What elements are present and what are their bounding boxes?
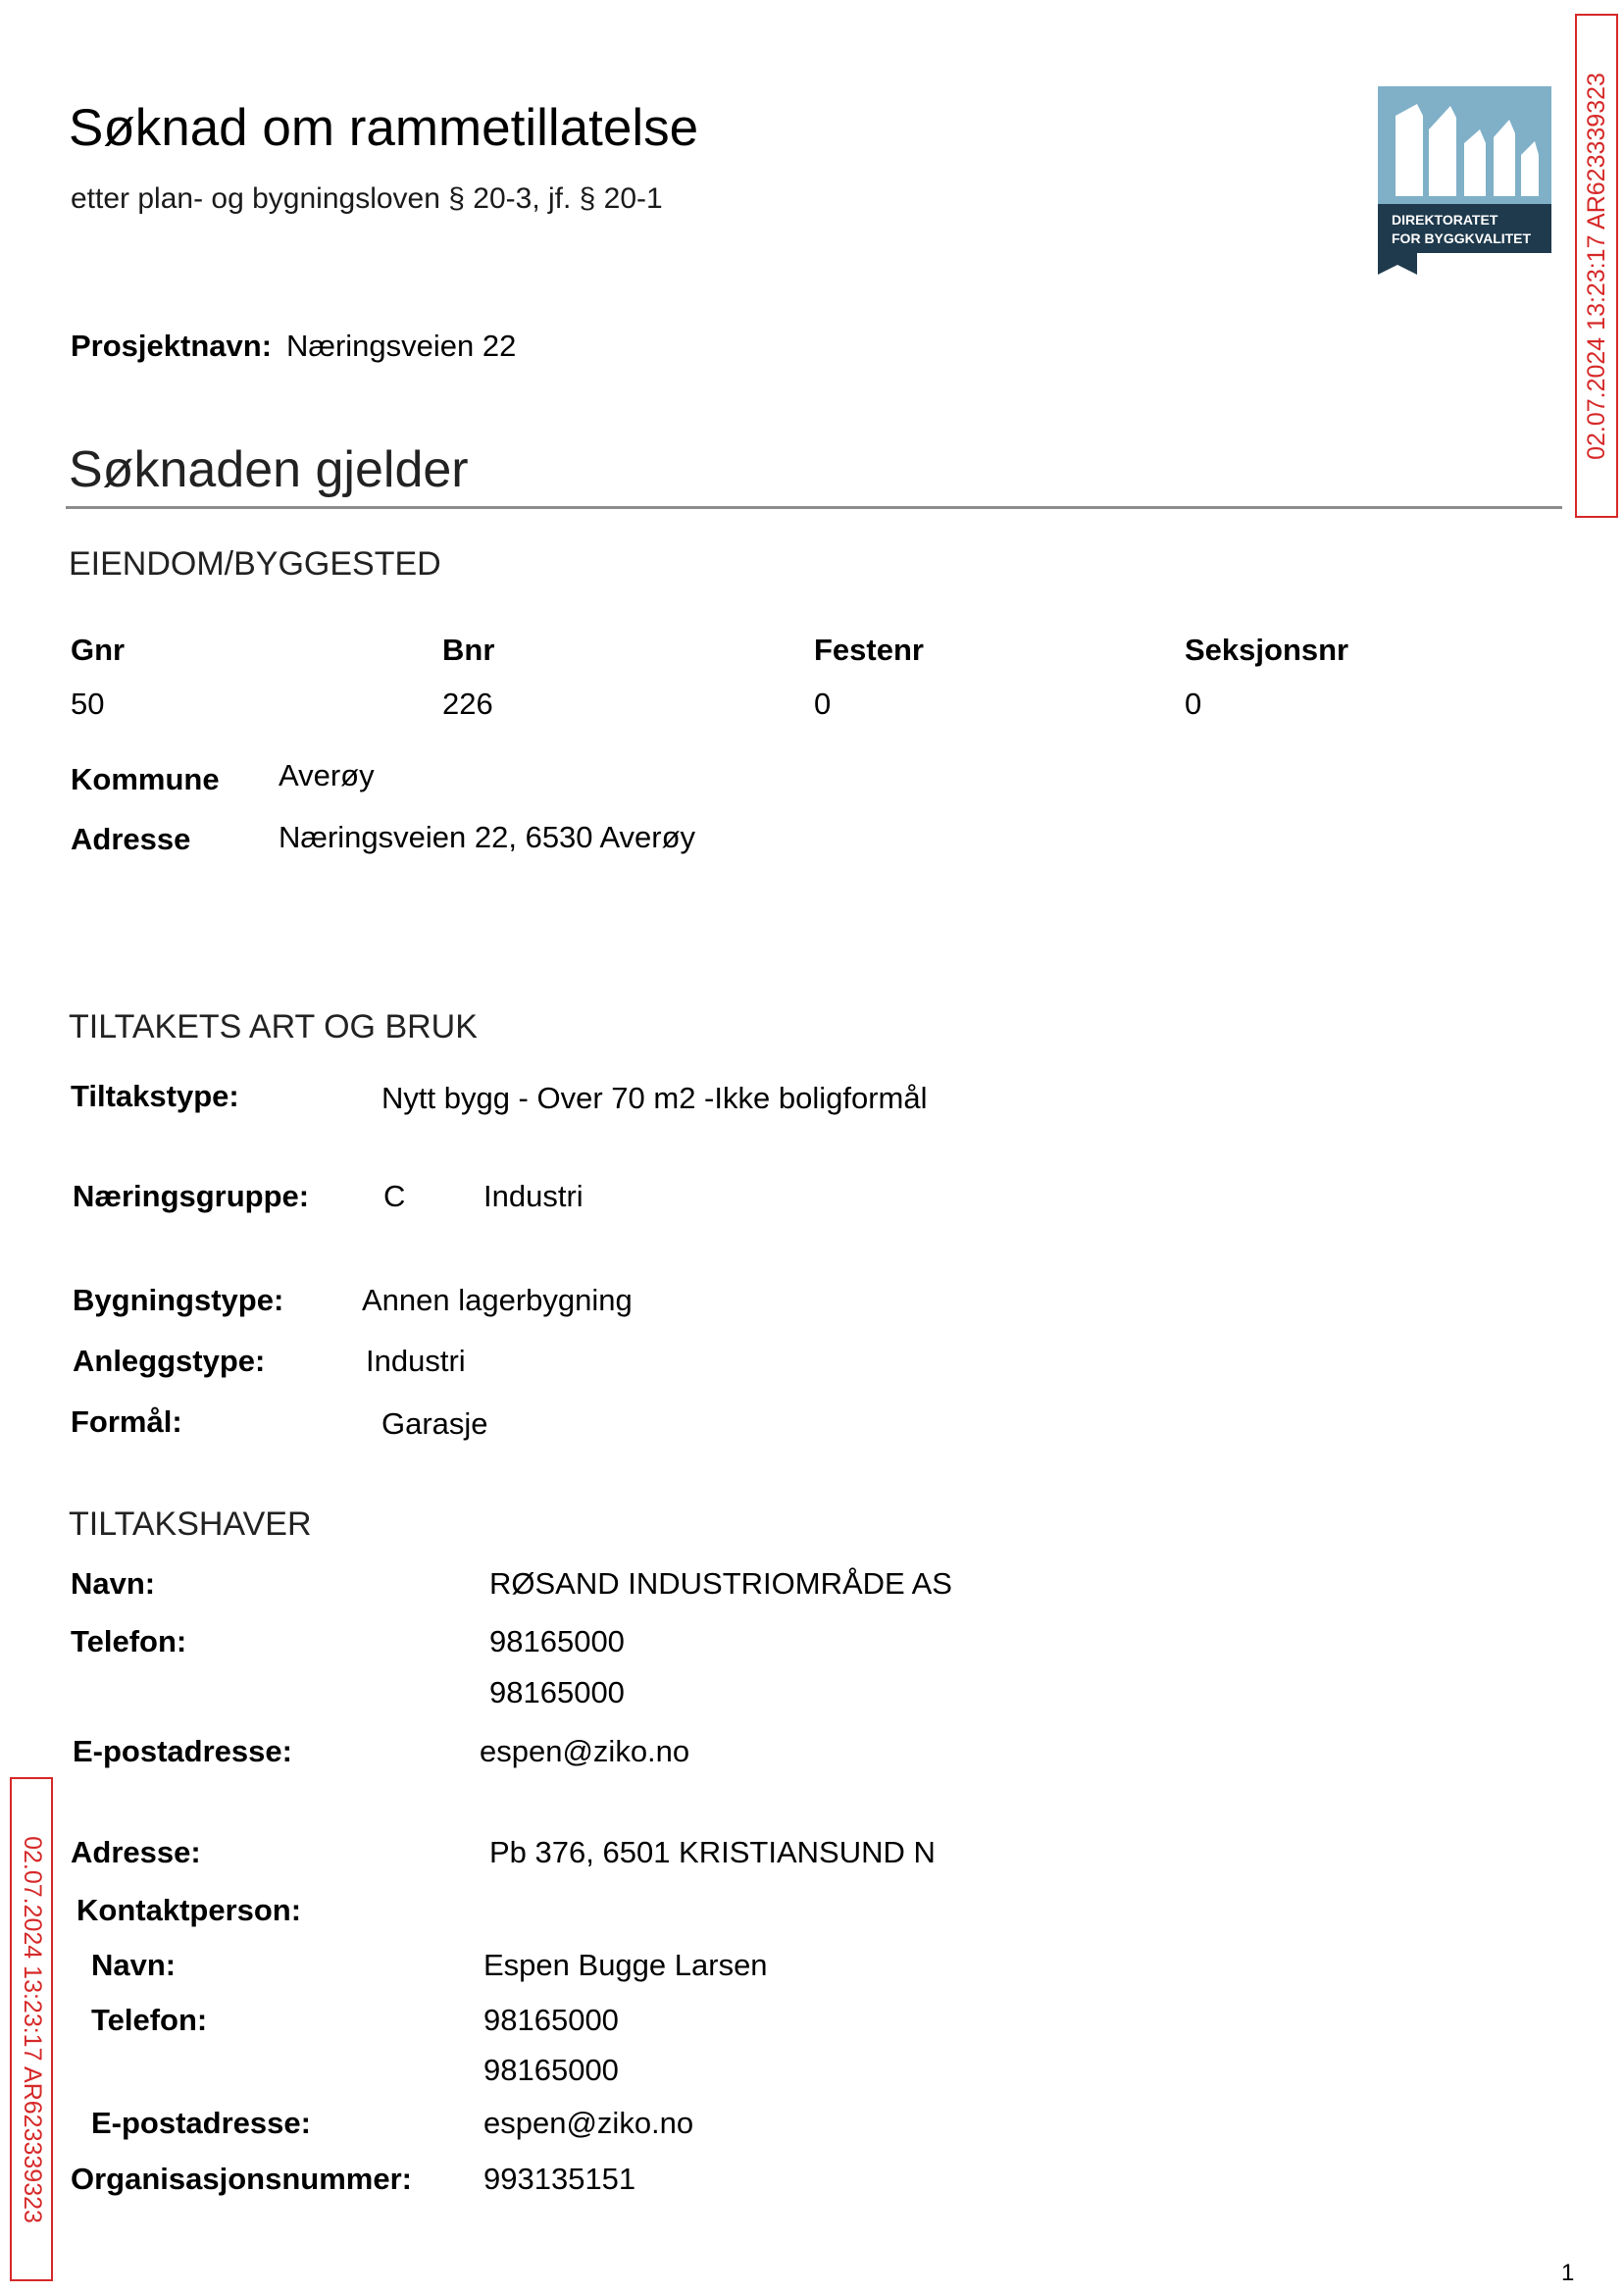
owner-address-value: Pb 376, 6501 KRISTIANSUND N (489, 1835, 936, 1869)
property-heading: EIENDOM/BYGGESTED (69, 545, 441, 583)
project-name-value: Næringsveien 22 (286, 329, 517, 363)
owner-phone-value-1: 98165000 (489, 1624, 625, 1658)
anleggstype-value: Industri (366, 1344, 466, 1378)
contact-person-label: Kontaktperson: (76, 1893, 302, 1927)
contact-email-value: espen@ziko.no (483, 2106, 694, 2140)
owner-phone-value-2: 98165000 (489, 1675, 625, 1709)
seksjonsnr-label: Seksjonsnr (1185, 633, 1349, 667)
svg-text:FOR BYGGKVALITET: FOR BYGGKVALITET (1392, 230, 1532, 246)
seksjonsnr-value: 0 (1185, 687, 1202, 721)
kommune-label: Kommune (71, 762, 220, 796)
owner-name-label: Navn: (71, 1566, 156, 1601)
contact-email-label: E-postadresse: (91, 2106, 311, 2140)
timestamp-stamp-top: 02.07.2024 13:23:17 AR623339323 (1575, 14, 1618, 518)
section-divider (66, 506, 1562, 509)
bnr-value: 226 (442, 687, 493, 721)
owner-heading: TILTAKSHAVER (69, 1505, 312, 1543)
contact-name-label: Navn: (91, 1948, 177, 1982)
formal-value: Garasje (381, 1406, 488, 1441)
adresse-label: Adresse (71, 822, 191, 856)
svg-text:DIREKTORATET: DIREKTORATET (1392, 212, 1498, 228)
tiltakstype-value: Nytt bygg - Over 70 m2 -Ikke boligformål (381, 1081, 928, 1115)
bygningstype-label: Bygningstype: (73, 1283, 284, 1317)
festenr-value: 0 (814, 687, 832, 721)
dibk-logo (1378, 86, 1551, 275)
formal-label: Formål: (71, 1404, 182, 1439)
kommune-value: Averøy (279, 758, 375, 792)
timestamp-stamp-bottom: 02.07.2024 13:23:17 AR623339323 (10, 1777, 53, 2281)
document-title: Søknad om rammetillatelse (69, 99, 699, 157)
naeringsgruppe-value: Industri (483, 1179, 584, 1213)
bnr-label: Bnr (442, 633, 495, 667)
tiltakstype-label: Tiltakstype: (71, 1079, 239, 1113)
owner-address-label: Adresse: (71, 1835, 201, 1869)
contact-phone-value-1: 98165000 (483, 2003, 619, 2037)
anleggstype-label: Anleggstype: (73, 1344, 266, 1378)
owner-phone-label: Telefon: (71, 1624, 187, 1658)
contact-phone-label: Telefon: (91, 2003, 208, 2037)
festenr-label: Festenr (814, 633, 924, 667)
org-number-label: Organisasjonsnummer: (71, 2162, 412, 2196)
naeringsgruppe-code: C (383, 1179, 406, 1213)
contact-name-value: Espen Bugge Larsen (483, 1948, 768, 1982)
project-name-label: Prosjektnavn: (71, 329, 273, 363)
org-number-value: 993135151 (483, 2162, 636, 2196)
document-subtitle: etter plan- og bygningsloven § 20-3, jf. § 20-1 (71, 182, 663, 215)
owner-name-value: RØSAND INDUSTRIOMRÅDE AS (489, 1566, 952, 1601)
owner-email-value: espen@ziko.no (480, 1734, 690, 1768)
measure-heading: TILTAKETS ART OG BRUK (69, 1008, 478, 1045)
bygningstype-value: Annen lagerbygning (362, 1283, 633, 1317)
dibk-logo-graphic (1378, 86, 1551, 275)
gnr-label: Gnr (71, 633, 126, 667)
owner-email-label: E-postadresse: (73, 1734, 292, 1768)
gnr-value: 50 (71, 687, 105, 721)
adresse-value: Næringsveien 22, 6530 Averøy (279, 820, 696, 854)
page-number: 1 (1561, 2260, 1575, 2286)
naeringsgruppe-label: Næringsgruppe: (73, 1179, 310, 1213)
contact-phone-value-2: 98165000 (483, 2053, 619, 2087)
section-title: Søknaden gjelder (69, 441, 469, 498)
